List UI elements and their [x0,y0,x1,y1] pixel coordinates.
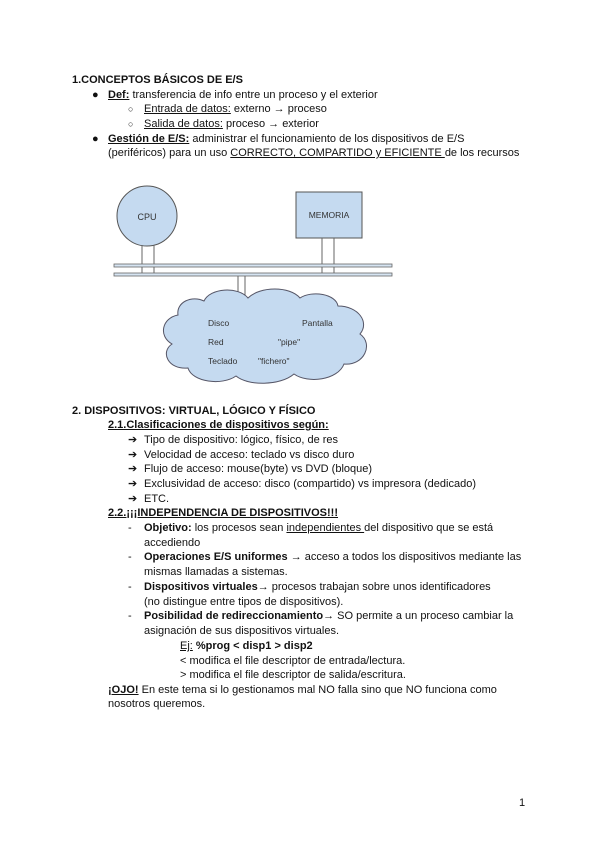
objetivo-line [144,522,493,535]
system-bus [114,273,392,276]
arrow-bullet-icon: ➔ [128,448,138,461]
objetivo-label: Objetivo: [144,522,192,534]
def-line [108,89,378,102]
ojo-line-2: nosotros queremos. [108,698,206,710]
ej-line-2: < modifica el file descriptor de entrada/lectura. [180,655,406,667]
section-1-title: 1.CONCEPTOS BÁSICOS DE E/S [72,74,243,86]
ej-text: %prog < disp1 > disp2 [192,640,313,652]
pantalla-label: Pantalla [302,318,333,328]
classification-item: Flujo de acceso: mouse(byte) vs DVD (bloque) [144,463,373,476]
virt-text: → procesos trabajan sobre unos identificadores [257,581,491,593]
subsection-2-2-title: 2.2.¡¡¡INDEPENDENCIA DE DISPOSITIVOS!!! [108,507,339,519]
objetivo-text-c: del dispositivo que se está [364,522,494,534]
entrada-label: Entrada de datos: [144,103,231,115]
bullet-circle: ○ [128,119,134,129]
gestion-text-b: CORRECTO, COMPARTIDO y EFICIENTE [230,147,445,159]
ojo-text: En este tema si lo gestionamos mal NO falla sino que NO funciona como [138,684,497,696]
salida-label: Salida de datos: [144,118,223,130]
bullet-dot: ● [92,89,99,101]
section-2-title: 2. DISPOSITIVOS: VIRTUAL, LÓGICO Y FÍSICO [72,405,316,417]
ops-line-2: mismas llamadas a sistemas. [144,566,288,578]
disco-label: Disco [208,318,230,328]
gestion-text-c: de los recursos [444,147,520,159]
gestion-label: Gestión de E/S: [108,133,190,145]
ops-text: → acceso a todos los dispositivos mediante las [287,551,522,563]
red-label: Red [208,337,224,347]
computer-diagram [108,180,398,392]
dash-bullet: - [128,551,132,563]
classification-item: ETC. [144,492,170,505]
salida-line [144,118,319,131]
virt-line [144,581,491,594]
fichero-label: "fichero" [258,356,290,366]
classification-item: Tipo de dispositivo: lógico, físico, de res [144,434,339,446]
dash-bullet: - [128,522,132,534]
system-bus [114,264,392,267]
ej-label: Ej: [180,640,193,652]
objetivo-line-2: accediendo [144,537,201,549]
ops-label: Operaciones E/S uniformes [144,551,288,563]
bullet-circle: ○ [128,104,134,114]
memoria-label: MEMORIA [308,210,350,220]
entrada-line [144,103,327,116]
bullet-dot: ● [92,133,99,145]
objetivo-text-a: los procesos sean [191,522,287,534]
ojo-label: ¡OJO! [108,684,139,696]
redir-line [144,610,513,623]
redir-text: → SO permite a un proceso cambiar la [323,610,514,622]
gestion-line-2 [108,147,519,160]
dash-bullet: - [128,610,132,622]
subsection-2-1-title: 2.1.Clasificaciones de dispositivos según: [108,419,329,431]
virt-label: Dispositivos virtuales [144,581,258,593]
salida-text: proceso → exterior [222,118,319,130]
teclado-label: Teclado [208,356,238,366]
virt-line-2: (no distingue entre tipos de dispositivos). [144,596,344,608]
ej-line [180,640,313,653]
gestion-text: administrar el funcionamiento de los dispositivos de E/S [189,133,465,145]
objetivo-text-b: independientes [286,522,365,534]
def-text: transferencia de info entre un proceso y el exterior [129,89,378,101]
ej-line-3: > modifica el file descriptor de salida/escritura. [180,669,406,681]
gestion-text-a: (periféricos) para un uso [108,147,231,159]
dash-bullet: - [128,581,132,593]
redir-line-2: asignación de sus dispositivos virtuales. [144,625,340,637]
pipe-label: "pipe" [278,337,301,347]
def-label: Def: [108,89,130,101]
classification-item: Velocidad de acceso: teclado vs disco duro [144,448,355,461]
classification-item: Exclusividad de acceso: disco (compartido) vs impresora (dedicado) [144,478,476,491]
ojo-line [108,684,497,697]
gestion-line [108,133,464,146]
arrow-bullet-icon: ➔ [128,434,138,446]
devices-cloud [163,289,366,383]
page-number: 1 [519,797,526,809]
arrow-bullet-icon: ➔ [128,492,138,505]
arrow-bullet-icon: ➔ [128,463,138,476]
entrada-text: externo → proceso [230,103,327,115]
arrow-bullet-icon: ➔ [128,478,138,491]
redir-label: Posibilidad de redireccionamiento [144,610,324,622]
ops-line [144,551,521,564]
cpu-label: CPU [137,212,157,222]
